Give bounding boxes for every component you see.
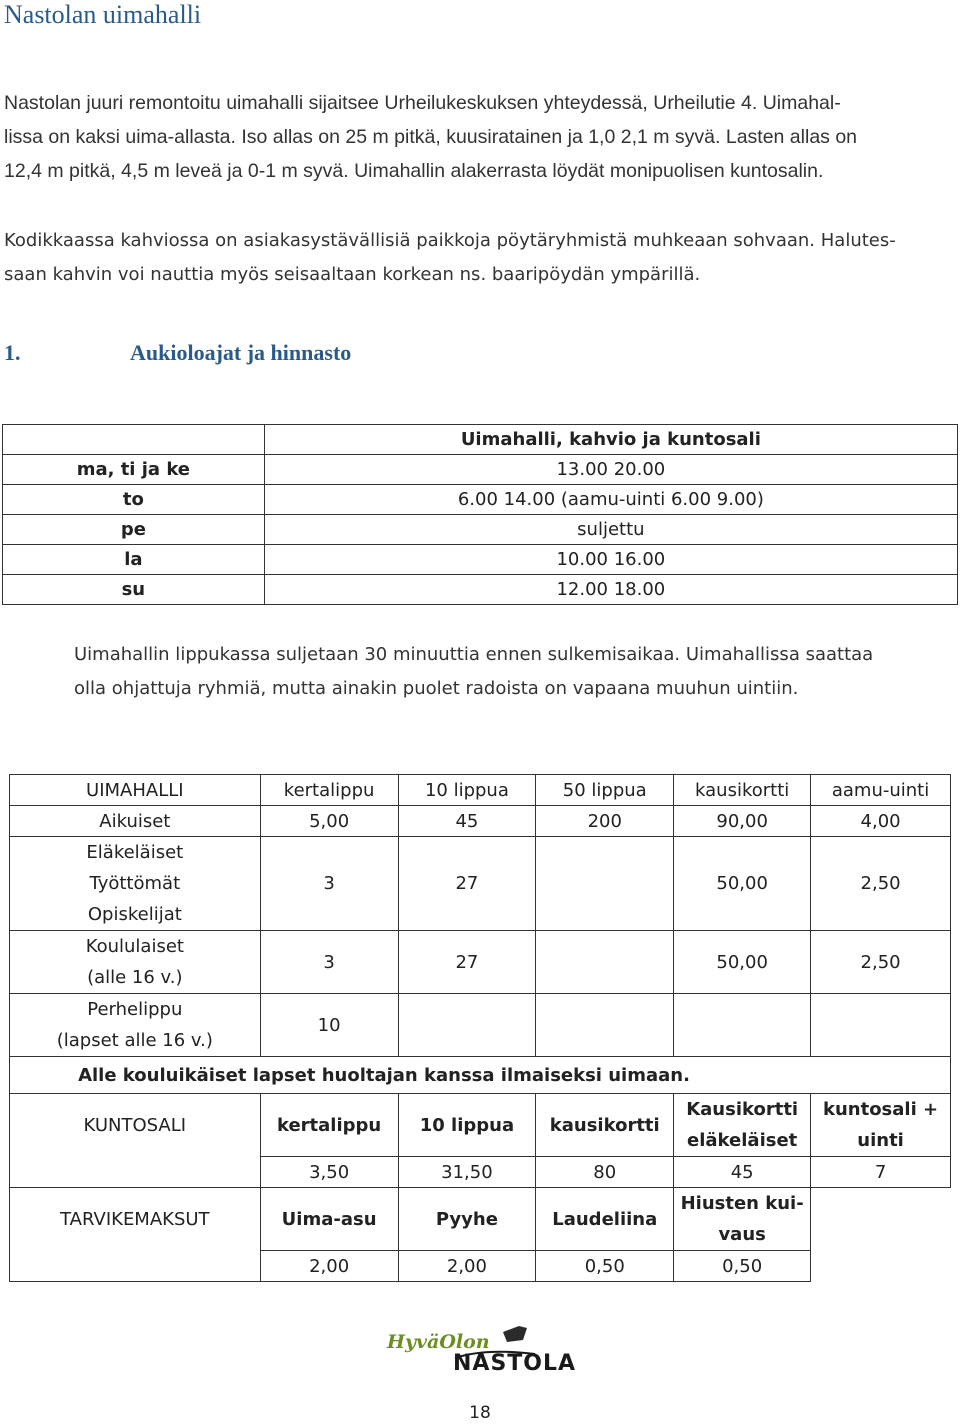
table-row bbox=[10, 1157, 951, 1188]
header-cell: kertalippu bbox=[260, 775, 398, 806]
price-cell: 3 bbox=[260, 837, 398, 931]
section-label: TARVIKEMAKSUT bbox=[10, 1188, 261, 1251]
note-line: olla ohjattuja ryhmiä, mutta ainakin puolet radoista on vapaana muuhun uintiin. bbox=[74, 678, 799, 699]
header-cell: kertalippu bbox=[260, 1094, 398, 1157]
price-cell: 4,00 bbox=[811, 806, 951, 837]
price-cell bbox=[536, 931, 674, 994]
header-cell: 50 lippua bbox=[536, 775, 674, 806]
hat-icon bbox=[503, 1326, 527, 1342]
row-label-line: Koululaiset bbox=[85, 936, 184, 957]
intro-line: saan kahvin voi nauttia myös seisaaltaan korkean ns. baaripöydän ympärillä. bbox=[4, 264, 701, 285]
table-row bbox=[3, 545, 958, 575]
header-cell: Uima-asu bbox=[260, 1188, 398, 1251]
row-label bbox=[10, 994, 261, 1057]
row-label-line: Perhelippu bbox=[87, 999, 183, 1020]
price-cell: 50,00 bbox=[674, 931, 811, 994]
header-cell: Pyyhe bbox=[398, 1188, 536, 1251]
time-value: 13.00 20.00 bbox=[264, 455, 957, 485]
header-cell: kausikortti bbox=[674, 775, 811, 806]
hyvaolon-nastola-logo bbox=[385, 1318, 575, 1380]
hours-header: Uimahalli, kahvio ja kuntosali bbox=[264, 425, 957, 455]
table-row bbox=[3, 485, 958, 515]
header-line: kuntosali + bbox=[822, 1099, 939, 1120]
intro-line: Nastolan juuri remontoitu uimahalli sijaitsee Urheilukeskuksen yhteydessä, Urheilutie 4. Uimahal- bbox=[4, 92, 841, 114]
intro-line: lissa on kaksi uima-allasta. Iso allas on 25 m pitkä, kuusiratainen ja 1,0 2,1 m syvä. Lasten allas on bbox=[4, 126, 858, 148]
table-row bbox=[10, 806, 951, 837]
price-cell: 0,50 bbox=[536, 1251, 674, 1282]
day-label: la bbox=[3, 545, 265, 575]
table-cell-empty bbox=[10, 1157, 261, 1188]
table-row bbox=[10, 837, 951, 931]
price-cell: 3 bbox=[260, 931, 398, 994]
table-row bbox=[3, 515, 958, 545]
price-cell: 80 bbox=[536, 1157, 674, 1188]
table-cell-empty bbox=[10, 1251, 261, 1282]
page-title: Nastolan uimahalli bbox=[4, 0, 202, 29]
price-cell: 2,00 bbox=[398, 1251, 536, 1282]
intro-paragraph-2 bbox=[4, 224, 949, 292]
header-cell bbox=[811, 1094, 951, 1157]
time-value: suljettu bbox=[264, 515, 957, 545]
section-number: 1. bbox=[4, 340, 21, 365]
intro-paragraph-1 bbox=[4, 86, 949, 188]
table-row bbox=[3, 455, 958, 485]
day-label: pe bbox=[3, 515, 265, 545]
header-line: eläkeläiset bbox=[687, 1130, 798, 1151]
table-row bbox=[10, 1251, 951, 1282]
price-cell: 7 bbox=[811, 1157, 951, 1188]
price-cell: 90,00 bbox=[674, 806, 811, 837]
page-number: 18 bbox=[469, 1403, 491, 1423]
price-cell: 3,50 bbox=[260, 1157, 398, 1188]
price-cell: 45 bbox=[398, 806, 536, 837]
row-label-line: Työttömät bbox=[89, 873, 181, 894]
table-cell-empty bbox=[3, 425, 265, 455]
header-cell: 10 lippua bbox=[398, 1094, 536, 1157]
time-value: 12.00 18.00 bbox=[264, 575, 957, 605]
price-cell: 2,50 bbox=[811, 931, 951, 994]
price-cell: 50,00 bbox=[674, 837, 811, 931]
table-row bbox=[3, 575, 958, 605]
header-line: uinti bbox=[857, 1130, 904, 1151]
table-cell-empty bbox=[811, 1251, 951, 1282]
day-label: su bbox=[3, 575, 265, 605]
price-cell: 0,50 bbox=[674, 1251, 811, 1282]
row-label-line: (alle 16 v.) bbox=[87, 967, 183, 988]
price-cell: 2,00 bbox=[260, 1251, 398, 1282]
price-cell: 27 bbox=[398, 931, 536, 994]
table-row bbox=[10, 1094, 951, 1157]
intro-line: Kodikkaassa kahviossa on asiakasystävällisiä paikkoja pöytäryhmistä muhkeaan sohvaan. Halutes- bbox=[4, 230, 896, 251]
note-line: Uimahallin lippukassa suljetaan 30 minuuttia ennen sulkemisaikaa. Uimahallissa saattaa bbox=[74, 644, 874, 665]
free-entry-text: Alle kouluikäiset lapset huoltajan kanssa ilmaiseksi uimaan. bbox=[78, 1064, 690, 1086]
ticket-office-note bbox=[74, 638, 944, 706]
price-cell: 200 bbox=[536, 806, 674, 837]
logo-script-text: HyväOlon bbox=[387, 1331, 490, 1353]
time-value: 10.00 16.00 bbox=[264, 545, 957, 575]
price-cell: 31,50 bbox=[398, 1157, 536, 1188]
table-row bbox=[10, 1188, 951, 1251]
intro-line: 12,4 m pitkä, 4,5 m leveä ja 0-1 m syvä. Uimahallin alakerrasta löydät monipuolisen kuntosalin. bbox=[4, 160, 824, 182]
row-label bbox=[10, 931, 261, 994]
header-line: Hiusten kui- bbox=[680, 1193, 804, 1214]
row-label-line: Opiskelijat bbox=[87, 904, 182, 925]
header-cell: 10 lippua bbox=[398, 775, 536, 806]
price-cell: 10 bbox=[260, 994, 398, 1057]
header-cell: UIMAHALLI bbox=[10, 775, 261, 806]
table-cell-empty bbox=[398, 994, 536, 1057]
table-cell-empty bbox=[811, 994, 951, 1057]
time-value: 6.00 14.00 (aamu-uinti 6.00 9.00) bbox=[264, 485, 957, 515]
table-row bbox=[10, 775, 951, 806]
price-cell: 45 bbox=[674, 1157, 811, 1188]
price-cell: 5,00 bbox=[260, 806, 398, 837]
price-cell: 2,50 bbox=[811, 837, 951, 931]
free-entry-note bbox=[10, 1057, 951, 1094]
price-cell: 27 bbox=[398, 837, 536, 931]
table-row bbox=[3, 425, 958, 455]
price-table bbox=[9, 774, 951, 1282]
opening-hours-table bbox=[2, 424, 958, 605]
table-cell-empty bbox=[674, 994, 811, 1057]
table-row bbox=[10, 994, 951, 1057]
header-cell: kausikortti bbox=[536, 1094, 674, 1157]
section-title: Aukioloajat ja hinnasto bbox=[130, 340, 352, 365]
logo-graphic bbox=[385, 1318, 575, 1380]
table-cell-empty bbox=[536, 994, 674, 1057]
table-cell-empty bbox=[811, 1188, 951, 1251]
section-label: KUNTOSALI bbox=[10, 1094, 261, 1157]
row-label: Aikuiset bbox=[10, 806, 261, 837]
header-cell: Laudeliina bbox=[536, 1188, 674, 1251]
header-cell bbox=[674, 1188, 811, 1251]
header-line: vaus bbox=[718, 1224, 766, 1245]
table-row bbox=[10, 1057, 951, 1094]
row-label-line: (lapset alle 16 v.) bbox=[56, 1030, 213, 1051]
header-cell bbox=[674, 1094, 811, 1157]
day-label: to bbox=[3, 485, 265, 515]
row-label bbox=[10, 837, 261, 931]
header-line: Kausikortti bbox=[686, 1099, 799, 1120]
logo-name-text: NASTOLA bbox=[453, 1351, 575, 1376]
header-cell: aamu-uinti bbox=[811, 775, 951, 806]
table-row bbox=[10, 931, 951, 994]
section-heading bbox=[4, 340, 351, 366]
price-cell bbox=[536, 837, 674, 931]
day-label: ma, ti ja ke bbox=[3, 455, 265, 485]
row-label-line: Eläkeläiset bbox=[86, 842, 184, 863]
